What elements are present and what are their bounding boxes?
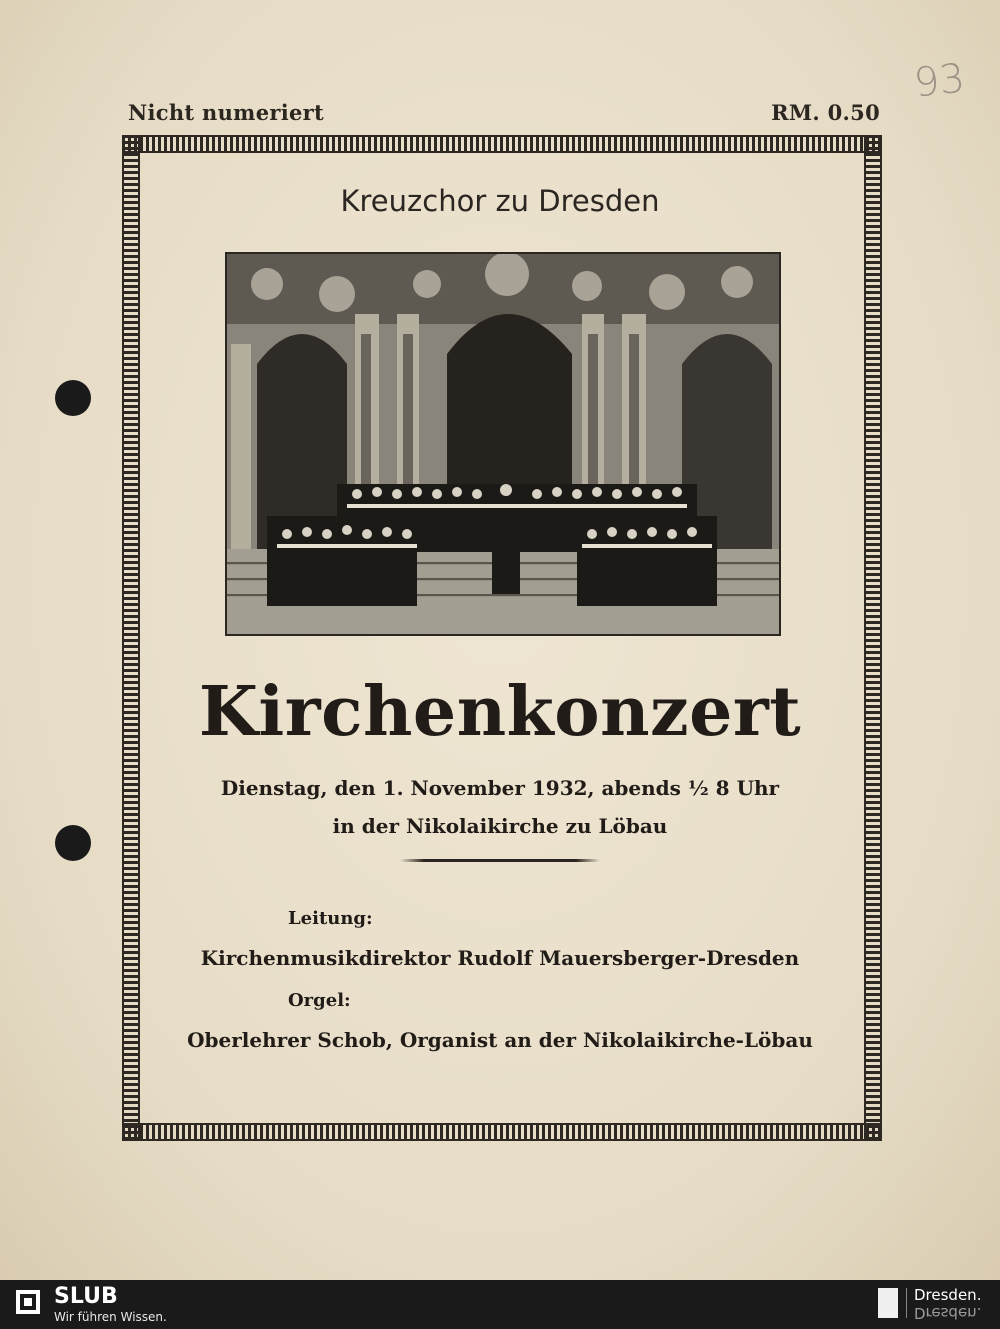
organist-name: Oberlehrer Schob, Organist an der Nikolaikirche-Löbau [187,1028,813,1052]
slub-logo-icon [14,1288,42,1316]
choir-name: Kreuzchor zu Dresden [340,184,660,218]
city-brand: Dresden. [914,1286,982,1304]
library-name: SLUB [54,1284,118,1309]
concert-title: Kirchenkonzert [198,672,802,752]
conductor-label: Leitung: [288,908,373,929]
choir-photograph [225,252,781,636]
library-tagline: Wir führen Wissen. [54,1310,167,1324]
city-brand-reflection: Dresden. [914,1304,982,1322]
organist-label: Orgel: [288,990,351,1011]
concert-date: Dienstag, den 1. November 1932, abends ½ 8 Uhr [220,776,780,800]
punch-hole [55,380,91,416]
price-label: RM. 0.50 [771,100,880,125]
dresden-crest-icon [878,1288,898,1318]
divider-rule [400,859,600,862]
numbering-note: Nicht numeriert [128,100,325,125]
concert-venue: in der Nikolaikirche zu Löbau [332,814,668,838]
pencil-note: 93 [911,55,968,107]
border-top [122,135,882,153]
border-bottom [122,1123,882,1141]
viewer-footer [0,1280,1000,1329]
footer-separator [906,1288,907,1318]
conductor-name: Kirchenmusikdirektor Rudolf Mauersberger-Dresden [200,946,800,970]
border-right [864,135,882,1141]
border-left [122,135,140,1141]
